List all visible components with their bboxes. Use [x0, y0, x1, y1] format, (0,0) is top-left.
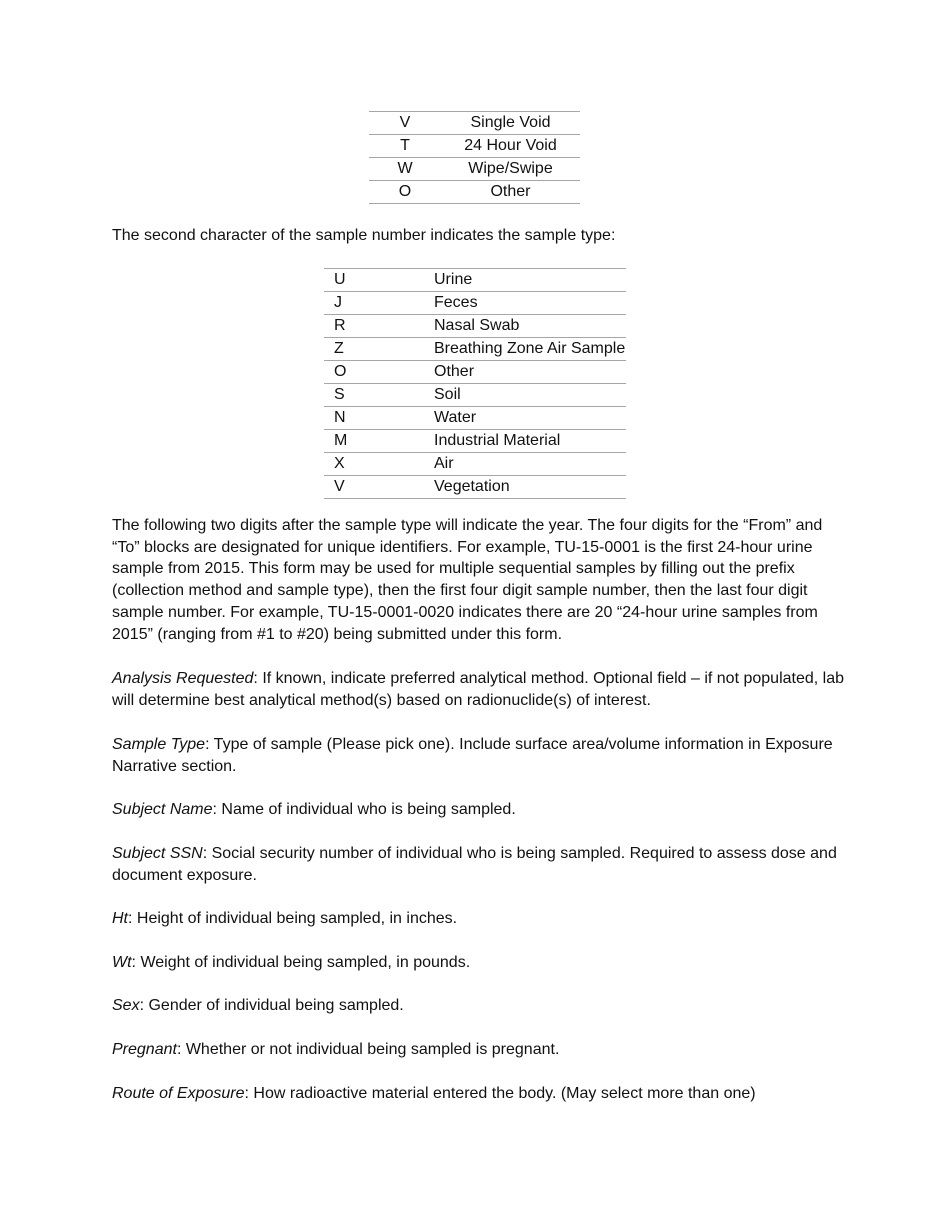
description-cell: Soil — [434, 384, 626, 407]
table-row — [369, 135, 580, 158]
sample-type-intro: The second character of the sample number indicates the sample type: — [112, 227, 616, 244]
description-cell: Water — [434, 407, 626, 430]
description-cell: Breathing Zone Air Sample — [434, 338, 626, 361]
description-cell: Single Void — [441, 112, 580, 135]
field-description: : If known, indicate preferred analytical method. Optional field – if not populated, lab will determine best analytical method(s) based on radionuclide(s) of interest. — [112, 670, 844, 709]
field-term: Wt — [112, 954, 132, 971]
code-cell: N — [324, 407, 434, 430]
code-cell: V — [369, 112, 441, 135]
field-description: : Name of individual who is being sampled. — [212, 801, 516, 818]
code-cell: U — [324, 269, 434, 292]
field-term: Analysis Requested — [112, 670, 254, 687]
table-row — [324, 407, 626, 430]
code-cell: T — [369, 135, 441, 158]
table-row — [369, 181, 580, 204]
field-route-of-exposure — [112, 1083, 852, 1105]
description-cell: Nasal Swab — [434, 315, 626, 338]
table-row — [324, 476, 626, 499]
field-description: : Social security number of individual who is being sampled. Required to assess dose and document exposure. — [112, 845, 837, 884]
description-cell: Air — [434, 453, 626, 476]
field-description: : Weight of individual being sampled, in pounds. — [131, 954, 471, 971]
description-cell: 24 Hour Void — [441, 135, 580, 158]
table-row — [324, 269, 626, 292]
field-term: Subject Name — [112, 801, 213, 818]
code-cell: X — [324, 453, 434, 476]
description-cell: Other — [441, 181, 580, 204]
field-description: : Gender of individual being sampled. — [139, 997, 404, 1014]
sample-type-table — [324, 268, 626, 499]
code-cell: W — [369, 158, 441, 181]
code-cell: S — [324, 384, 434, 407]
table-row — [324, 453, 626, 476]
description-cell: Feces — [434, 292, 626, 315]
field-analysis-requested — [112, 668, 852, 711]
description-cell: Wipe/Swipe — [441, 158, 580, 181]
field-term: Route of Exposure — [112, 1085, 245, 1102]
code-cell: Z — [324, 338, 434, 361]
field-term: Subject SSN — [112, 845, 203, 862]
field-pregnant — [112, 1039, 852, 1061]
description-cell: Other — [434, 361, 626, 384]
table-row — [324, 338, 626, 361]
field-sex — [112, 995, 852, 1017]
field-description: : Whether or not individual being sampled is pregnant. — [176, 1041, 560, 1058]
field-description: : Type of sample (Please pick one). Include surface area/volume information in Exposure Narrative section. — [112, 736, 833, 775]
code-cell: O — [324, 361, 434, 384]
table-row — [324, 430, 626, 453]
field-term: Pregnant — [112, 1041, 177, 1058]
code-cell: V — [324, 476, 434, 499]
table-row — [369, 112, 580, 135]
field-term: Sex — [112, 997, 140, 1014]
field-term: Sample Type — [112, 736, 206, 753]
field-term: Ht — [112, 910, 128, 927]
code-cell: O — [369, 181, 441, 204]
description-cell: Industrial Material — [434, 430, 626, 453]
table-row — [324, 384, 626, 407]
year-explanation-paragraph: The following two digits after the sample type will indicate the year. The four digits for the “From” and “To” blocks are designated for unique identifiers. For example, TU-15-0001 is the first 24-hour urine sample from 2015. This form may be used for multiple sequential samples by filling out the prefix (collection method and sample type), then the first four digit sample number, then the last four digit sample number. For example, TU-15-0001-0020 indicates there are 20 “24-hour urine samples from 2015” (ranging from #1 to #20) being submitted under this form. — [112, 517, 823, 643]
field-weight — [112, 952, 852, 974]
code-cell: R — [324, 315, 434, 338]
field-description: : How radioactive material entered the body. (May select more than one) — [244, 1085, 756, 1102]
field-sample-type — [112, 734, 852, 777]
collection-method-table — [369, 111, 580, 204]
field-subject-ssn — [112, 843, 852, 886]
table-row — [369, 158, 580, 181]
description-cell: Urine — [434, 269, 626, 292]
description-cell: Vegetation — [434, 476, 626, 499]
table-row — [324, 315, 626, 338]
code-cell: M — [324, 430, 434, 453]
field-height — [112, 908, 852, 930]
code-cell: J — [324, 292, 434, 315]
table-row — [324, 361, 626, 384]
field-subject-name — [112, 799, 852, 821]
field-description: : Height of individual being sampled, in inches. — [128, 910, 458, 927]
table-row — [324, 292, 626, 315]
